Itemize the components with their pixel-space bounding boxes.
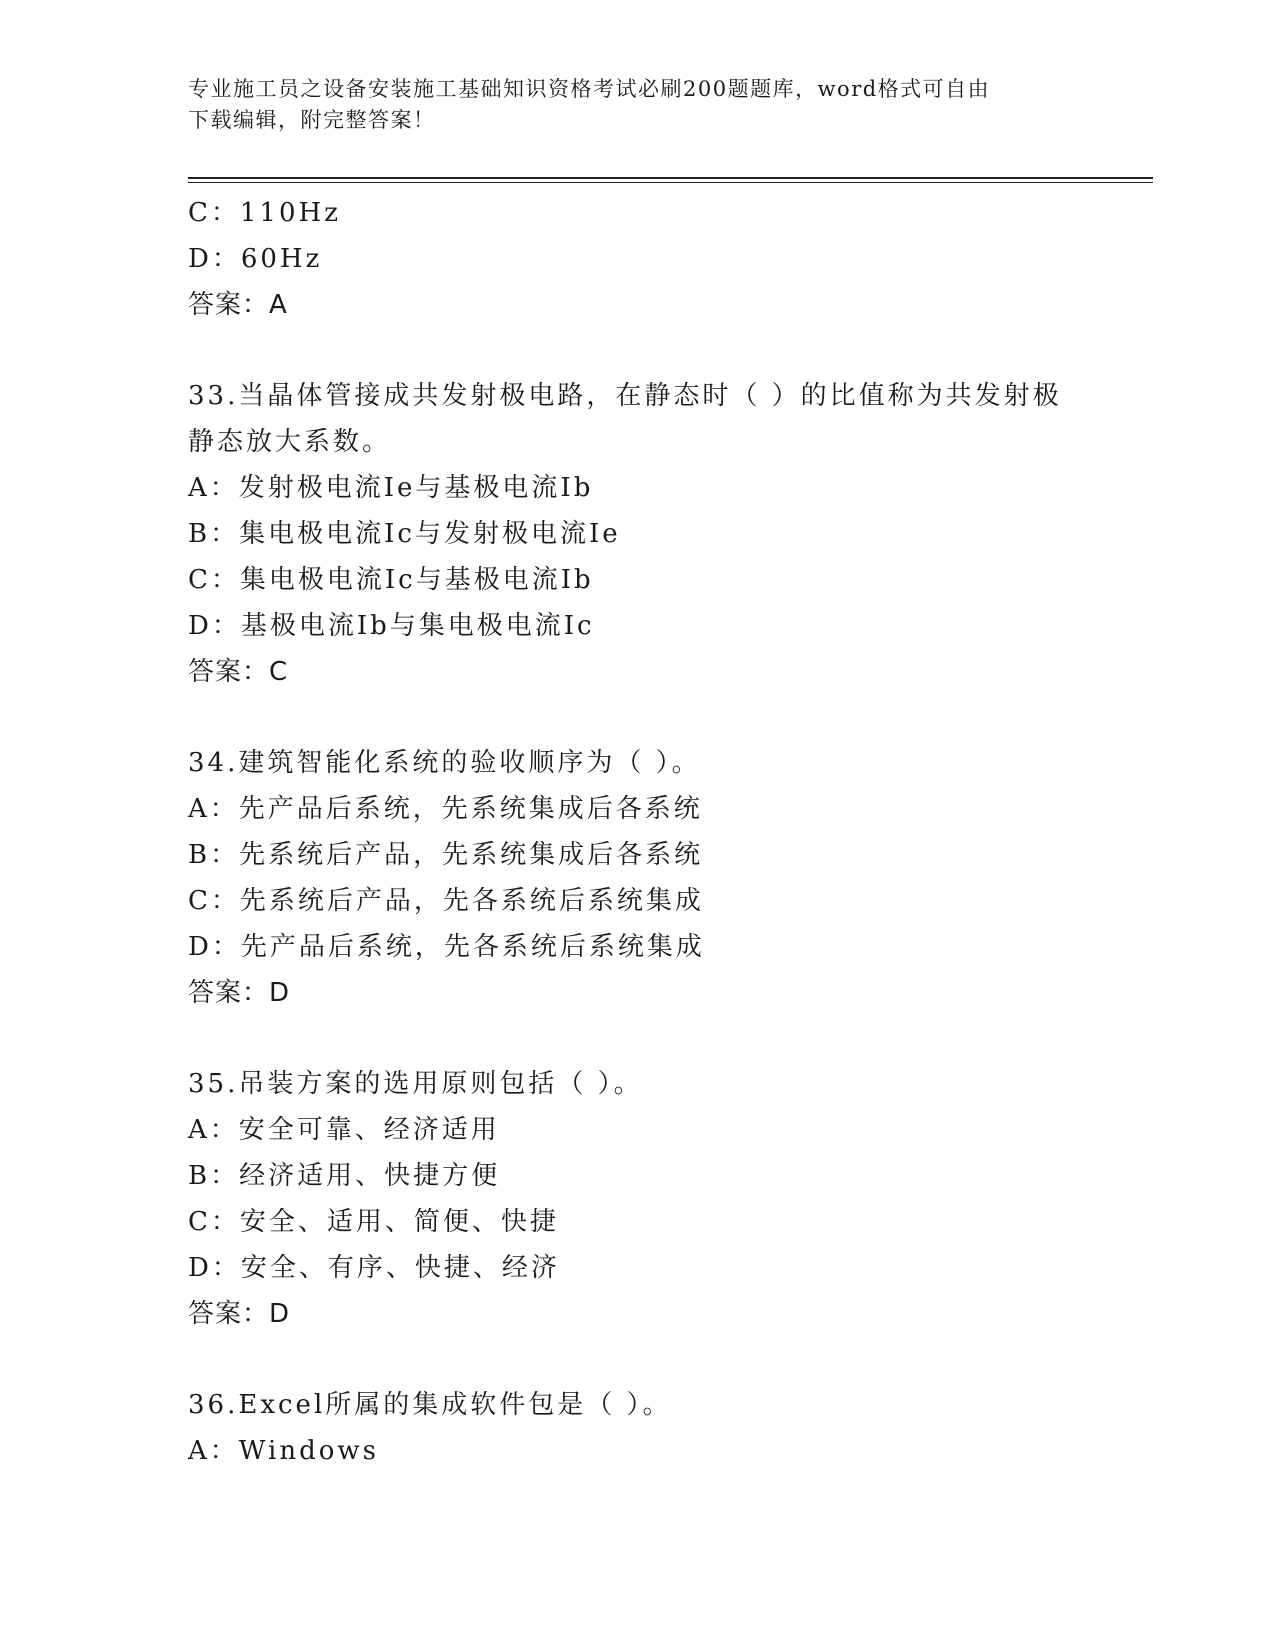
question-stem: 35.吊装方案的选用原则包括（ ）。 [188, 1069, 643, 1099]
header-rule-thin [188, 182, 1153, 183]
option-a: A：先产品后系统，先系统集成后各系统 [188, 794, 703, 824]
spacer [188, 328, 1088, 373]
option-b: B：先系统后产品，先系统集成后各系统 [188, 840, 704, 870]
option-d: D：安全、有序、快捷、经济 [188, 1253, 560, 1283]
option-d: D：基极电流Ib与集电极电流Ic [188, 611, 595, 641]
option-c: C：先系统后产品，先各系统后系统集成 [188, 886, 704, 916]
option-a: A：Windows [188, 1436, 379, 1466]
option-a: A：发射极电流Ie与基极电流Ib [188, 473, 594, 503]
header-title-line-2: 下载编辑，附完整答案！ [188, 108, 436, 132]
option-d: D：60Hz [188, 244, 323, 274]
question-stem: 33.当晶体管接成共发射极电路，在静态时（ ）的比值称为共发射极 [188, 381, 1062, 411]
question-stem: 36.Excel所属的集成软件包是（ ）。 [188, 1390, 672, 1420]
document-header [188, 74, 1068, 136]
spacer [188, 1016, 1088, 1061]
option-c: C：安全、适用、简便、快捷 [188, 1207, 559, 1237]
header-title-line-1: 专业施工员之设备安装施工基础知识资格考试必刷200题题库，word格式可自由 [188, 77, 991, 101]
question-stem: 34.建筑智能化系统的验收顺序为（ ）。 [188, 748, 701, 778]
spacer [188, 1337, 1088, 1382]
answer-line: 答案：D [188, 1299, 291, 1329]
header-rule-thick [188, 177, 1153, 179]
option-a: A：安全可靠、经济适用 [188, 1115, 500, 1145]
answer-line: 答案：C [188, 657, 289, 687]
answer-line: 答案：D [188, 978, 291, 1008]
question-stem-continued: 静态放大系数。 [188, 427, 392, 457]
option-b: B：集电极电流Ic与发射极电流Ie [188, 519, 621, 549]
option-c: C：集电极电流Ic与基极电流Ib [188, 565, 594, 595]
spacer [188, 695, 1088, 740]
option-b: B：经济适用、快捷方便 [188, 1161, 501, 1191]
option-d: D：先产品后系统，先各系统后系统集成 [188, 932, 705, 962]
option-c: C：110Hz [188, 198, 341, 228]
question-content [188, 190, 1088, 1474]
answer-line: 答案：A [188, 290, 288, 320]
